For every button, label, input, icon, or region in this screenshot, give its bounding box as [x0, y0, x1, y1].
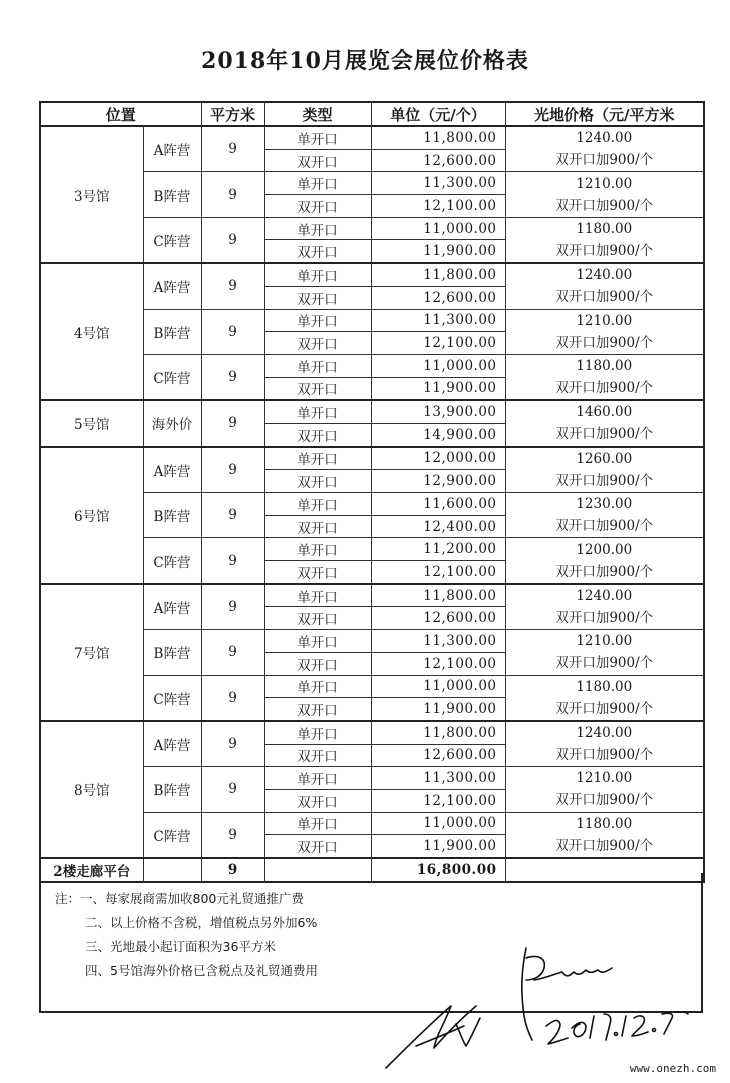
- ground-price-note: 双开口加900/个: [555, 563, 654, 580]
- opening-type: 双开口: [264, 240, 371, 263]
- ground-price-cell: [505, 538, 704, 584]
- area-value: 9: [201, 721, 264, 767]
- opening-type: 双开口: [264, 744, 371, 767]
- zone-name: A阵营: [143, 584, 201, 630]
- ground-price-note: 双开口加900/个: [555, 152, 654, 169]
- table-row: [40, 126, 704, 149]
- area-value: 9: [201, 447, 264, 493]
- opening-type: 单开口: [264, 354, 371, 377]
- unit-price: 11,600.00: [371, 493, 505, 516]
- opening-type: 双开口: [264, 377, 371, 400]
- area-value: 9: [201, 767, 264, 812]
- hall-name: 7号馆: [40, 584, 143, 721]
- zone-name: 海外价: [143, 400, 201, 446]
- unit-price: 13,900.00: [371, 400, 505, 423]
- header-ground-price: 光地价格（元/平方米: [505, 102, 704, 126]
- unit-price: 11,800.00: [371, 263, 505, 286]
- unit-price: 11,800.00: [371, 721, 505, 744]
- ground-price-cell: [505, 812, 704, 858]
- ground-price: 1210.00: [576, 312, 633, 329]
- ground-price-note: 双开口加900/个: [555, 334, 654, 351]
- table-row: [40, 584, 704, 607]
- handwritten-signature: [376, 928, 696, 1078]
- unit-price: 12,100.00: [371, 195, 505, 218]
- table-row: [40, 721, 704, 744]
- unit-price: 11,200.00: [371, 538, 505, 561]
- unit-price: 11,800.00: [371, 126, 505, 149]
- opening-type: 双开口: [264, 332, 371, 355]
- ground-price: 1180.00: [576, 678, 633, 695]
- document-title: 2018年10月展览会展位价格表: [201, 48, 529, 74]
- ground-price-cell: [505, 493, 704, 538]
- price-table: [39, 101, 705, 883]
- unit-price: 11,000.00: [371, 675, 505, 698]
- header-unit-price: 单位（元/个）: [371, 102, 505, 126]
- opening-type: 双开口: [264, 698, 371, 721]
- hall-name: 6号馆: [40, 447, 143, 584]
- ground-price-note: 双开口加900/个: [555, 242, 654, 259]
- zone-name: C阵营: [143, 675, 201, 721]
- ground-price: 1180.00: [576, 815, 633, 832]
- unit-price: 11,800.00: [371, 584, 505, 607]
- opening-type: 单开口: [264, 493, 371, 516]
- ground-price-note: 双开口加900/个: [555, 609, 654, 626]
- ground-price-note: 双开口加900/个: [555, 197, 654, 214]
- opening-type: 双开口: [264, 652, 371, 675]
- unit-price: 12,600.00: [371, 286, 505, 309]
- ground-price-note: 双开口加900/个: [555, 380, 654, 397]
- ground-price-cell: [505, 263, 704, 309]
- opening-type: 单开口: [264, 447, 371, 470]
- ground-price-note: 双开口加900/个: [555, 700, 654, 717]
- ground-price: 1260.00: [576, 450, 633, 467]
- zone-name: B阵营: [143, 309, 201, 354]
- area-value: 9: [201, 493, 264, 538]
- ground-price: 1210.00: [576, 770, 633, 787]
- zone-name: B阵营: [143, 493, 201, 538]
- corridor-unit-price: 16,800.00: [371, 858, 505, 882]
- unit-price: 11,300.00: [371, 309, 505, 332]
- opening-type: 双开口: [264, 195, 371, 218]
- ground-price: 1240.00: [576, 587, 633, 604]
- opening-type: 双开口: [264, 286, 371, 309]
- ground-price-note: 双开口加900/个: [555, 289, 654, 306]
- ground-price-cell: [505, 675, 704, 721]
- zone-name: A阵营: [143, 126, 201, 172]
- ground-price-note: 双开口加900/个: [555, 655, 654, 672]
- unit-price: 11,300.00: [371, 630, 505, 653]
- opening-type: 双开口: [264, 835, 371, 858]
- ground-price: 1210.00: [576, 633, 633, 650]
- unit-price: 12,100.00: [371, 789, 505, 812]
- unit-price: 11,900.00: [371, 835, 505, 858]
- hall-name: 5号馆: [40, 400, 143, 446]
- ground-price-cell: [505, 354, 704, 400]
- ground-price-cell: [505, 126, 704, 172]
- opening-type: 单开口: [264, 309, 371, 332]
- ground-price: 1240.00: [576, 725, 633, 742]
- ground-price-note: 双开口加900/个: [555, 747, 654, 764]
- table-row: [40, 400, 704, 423]
- area-value: 9: [201, 172, 264, 217]
- ground-price-note: 双开口加900/个: [555, 472, 654, 489]
- unit-price: 12,100.00: [371, 652, 505, 675]
- opening-type: 单开口: [264, 126, 371, 149]
- unit-price: 12,600.00: [371, 744, 505, 767]
- opening-type: 单开口: [264, 675, 371, 698]
- opening-type: 双开口: [264, 423, 371, 446]
- opening-type: 单开口: [264, 812, 371, 835]
- unit-price: 11,900.00: [371, 377, 505, 400]
- zone-name: A阵营: [143, 447, 201, 493]
- table-body: [40, 126, 704, 858]
- zone-name: A阵营: [143, 721, 201, 767]
- unit-price: 11,300.00: [371, 767, 505, 790]
- header-location: 位置: [40, 102, 201, 126]
- ground-price-cell: [505, 309, 704, 354]
- unit-price: 14,900.00: [371, 423, 505, 446]
- header-type: 类型: [264, 102, 371, 126]
- zone-name: C阵营: [143, 812, 201, 858]
- ground-price: 1240.00: [576, 130, 633, 147]
- zone-name: C阵营: [143, 354, 201, 400]
- opening-type: 双开口: [264, 515, 371, 538]
- ground-price: 1180.00: [576, 358, 633, 375]
- opening-type: 单开口: [264, 172, 371, 195]
- ground-price-cell: [505, 584, 704, 630]
- hall-name: 4号馆: [40, 263, 143, 400]
- opening-type: 双开口: [264, 470, 371, 493]
- ground-price: 1230.00: [576, 496, 633, 513]
- ground-price: 1180.00: [576, 220, 633, 237]
- unit-price: 12,000.00: [371, 447, 505, 470]
- unit-price: 12,600.00: [371, 149, 505, 172]
- opening-type: 双开口: [264, 561, 371, 584]
- unit-price: 11,000.00: [371, 354, 505, 377]
- opening-type: 单开口: [264, 263, 371, 286]
- area-value: 9: [201, 675, 264, 721]
- unit-price: 12,600.00: [371, 607, 505, 630]
- zone-name: C阵营: [143, 538, 201, 584]
- area-value: 9: [201, 812, 264, 858]
- ground-price-note: 双开口加900/个: [555, 518, 654, 535]
- ground-price-note: 双开口加900/个: [555, 837, 654, 854]
- area-value: 9: [201, 400, 264, 446]
- ground-price-cell: [505, 721, 704, 767]
- hall-name: 8号馆: [40, 721, 143, 858]
- table-row: [40, 447, 704, 470]
- opening-type: 双开口: [264, 149, 371, 172]
- area-value: 9: [201, 630, 264, 675]
- watermark: www.onezh.com: [629, 1062, 716, 1075]
- opening-type: 单开口: [264, 767, 371, 790]
- unit-price: 11,000.00: [371, 812, 505, 835]
- opening-type: 单开口: [264, 217, 371, 240]
- table-header-row: [40, 102, 704, 126]
- opening-type: 单开口: [264, 721, 371, 744]
- ground-price: 1210.00: [576, 175, 633, 192]
- ground-price-cell: [505, 447, 704, 493]
- zone-name: A阵营: [143, 263, 201, 309]
- opening-type: 单开口: [264, 538, 371, 561]
- opening-type: 双开口: [264, 789, 371, 812]
- note-item: 二、以上价格不含税，增值税点另外加6%: [85, 915, 318, 930]
- opening-type: 单开口: [264, 630, 371, 653]
- table-row: [40, 263, 704, 286]
- ground-price: 1240.00: [576, 267, 633, 284]
- corridor-location: 2楼走廊平台: [40, 858, 143, 882]
- area-value: 9: [201, 309, 264, 354]
- hall-name: 3号馆: [40, 126, 143, 263]
- zone-name: B阵营: [143, 172, 201, 217]
- unit-price: 11,000.00: [371, 217, 505, 240]
- note-item: 注：一、每家展商需加收800元礼贸通推广费: [55, 891, 304, 906]
- opening-type: 单开口: [264, 400, 371, 423]
- area-value: 9: [201, 354, 264, 400]
- area-value: 9: [201, 584, 264, 630]
- unit-price: 11,900.00: [371, 698, 505, 721]
- corridor-area: 9: [201, 858, 264, 882]
- unit-price: 12,100.00: [371, 332, 505, 355]
- opening-type: 单开口: [264, 584, 371, 607]
- header-area: 平方米: [201, 102, 264, 126]
- unit-price: 11,300.00: [371, 172, 505, 195]
- unit-price: 11,900.00: [371, 240, 505, 263]
- unit-price: 12,400.00: [371, 515, 505, 538]
- unit-price: 12,900.00: [371, 470, 505, 493]
- area-value: 9: [201, 263, 264, 309]
- zone-name: C阵营: [143, 217, 201, 263]
- ground-price-cell: [505, 400, 704, 446]
- ground-price-note: 双开口加900/个: [555, 426, 654, 443]
- ground-price-cell: [505, 217, 704, 263]
- ground-price-cell: [505, 630, 704, 675]
- opening-type: 双开口: [264, 607, 371, 630]
- ground-price: 1200.00: [576, 541, 633, 558]
- area-value: 9: [201, 126, 264, 172]
- note-item: 四、5号馆海外价格已含税点及礼贸通费用: [85, 963, 318, 978]
- ground-price-cell: [505, 767, 704, 812]
- area-value: 9: [201, 538, 264, 584]
- ground-price: 1460.00: [576, 404, 633, 421]
- note-item: 三、光地最小起订面积为36平方米: [85, 939, 276, 954]
- ground-price-note: 双开口加900/个: [555, 792, 654, 809]
- zone-name: B阵营: [143, 767, 201, 812]
- ground-price-cell: [505, 172, 704, 217]
- area-value: 9: [201, 217, 264, 263]
- unit-price: 12,100.00: [371, 561, 505, 584]
- zone-name: B阵营: [143, 630, 201, 675]
